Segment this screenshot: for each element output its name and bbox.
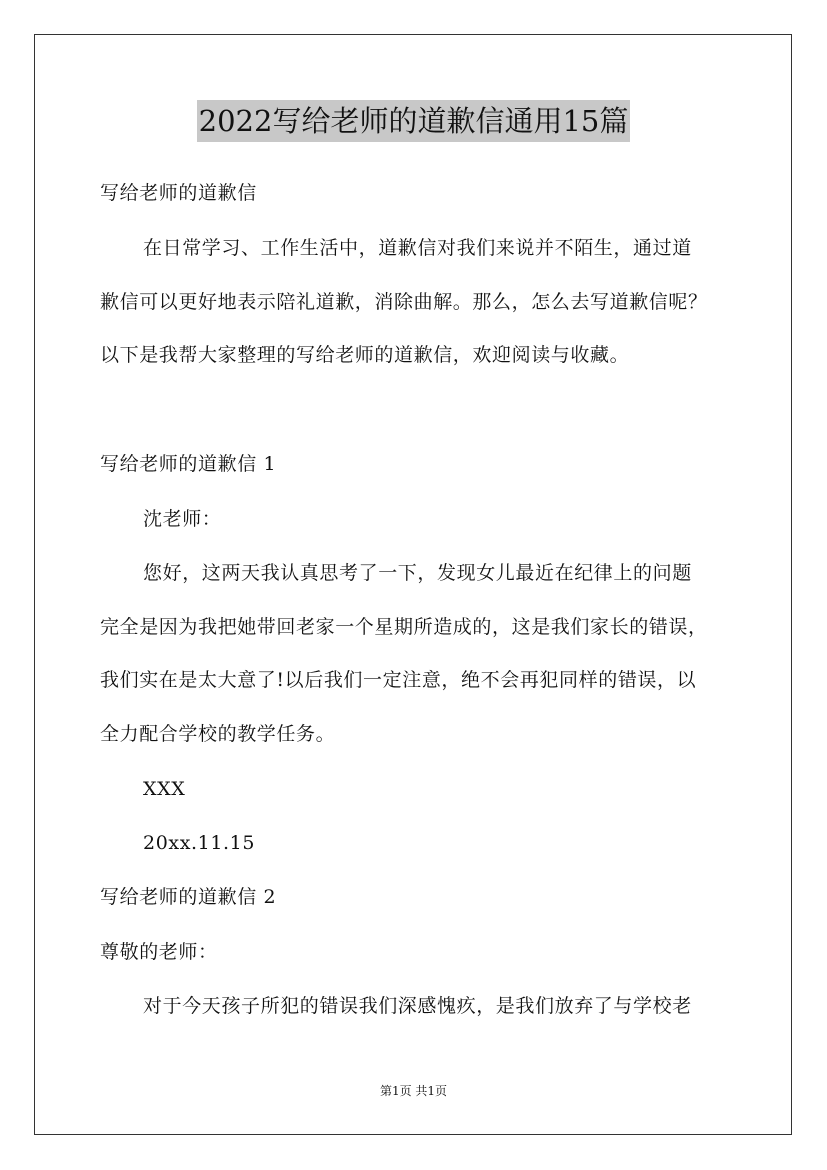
page-footer: 第1页 共1页 bbox=[379, 1084, 448, 1098]
letter1-body-line: 您好，这两天我认真思考了一下，发现女儿最近在纪律上的问题 bbox=[143, 562, 692, 584]
letter1-body-line: 全力配合学校的教学任务。 bbox=[100, 723, 336, 745]
letter1-heading: 写给老师的道歉信 1 bbox=[100, 453, 277, 475]
letter1-signature: XXX bbox=[143, 778, 186, 800]
letter1-date: 20xx.11.15 bbox=[143, 832, 256, 854]
letter2-body-line: 对于今天孩子所犯的错误我们深感愧疚，是我们放弃了与学校老 bbox=[143, 995, 692, 1017]
letter2-salutation: 尊敬的老师： bbox=[100, 941, 218, 963]
letter2-heading: 写给老师的道歉信 2 bbox=[100, 886, 277, 908]
letter1-salutation: 沈老师： bbox=[143, 508, 222, 530]
letter1-body-line: 完全是因为我把她带回老家一个星期所造成的，这是我们家长的错误， bbox=[100, 616, 708, 638]
intro-line: 以下是我帮大家整理的写给老师的道歉信，欢迎阅读与收藏。 bbox=[100, 344, 630, 366]
intro-line: 在日常学习、工作生活中，道歉信对我们来说并不陌生，通过道 bbox=[143, 237, 692, 259]
intro-heading: 写给老师的道歉信 bbox=[100, 182, 257, 204]
letter1-body-line: 我们实在是太大意了!以后我们一定注意，绝不会再犯同样的错误，以 bbox=[100, 669, 697, 691]
document-title: 2022写给老师的道歉信通用15篇 bbox=[197, 100, 631, 142]
intro-line: 歉信可以更好地表示陪礼道歉，消除曲解。那么，怎么去写道歉信呢？ bbox=[100, 291, 708, 313]
title-container bbox=[0, 100, 827, 142]
